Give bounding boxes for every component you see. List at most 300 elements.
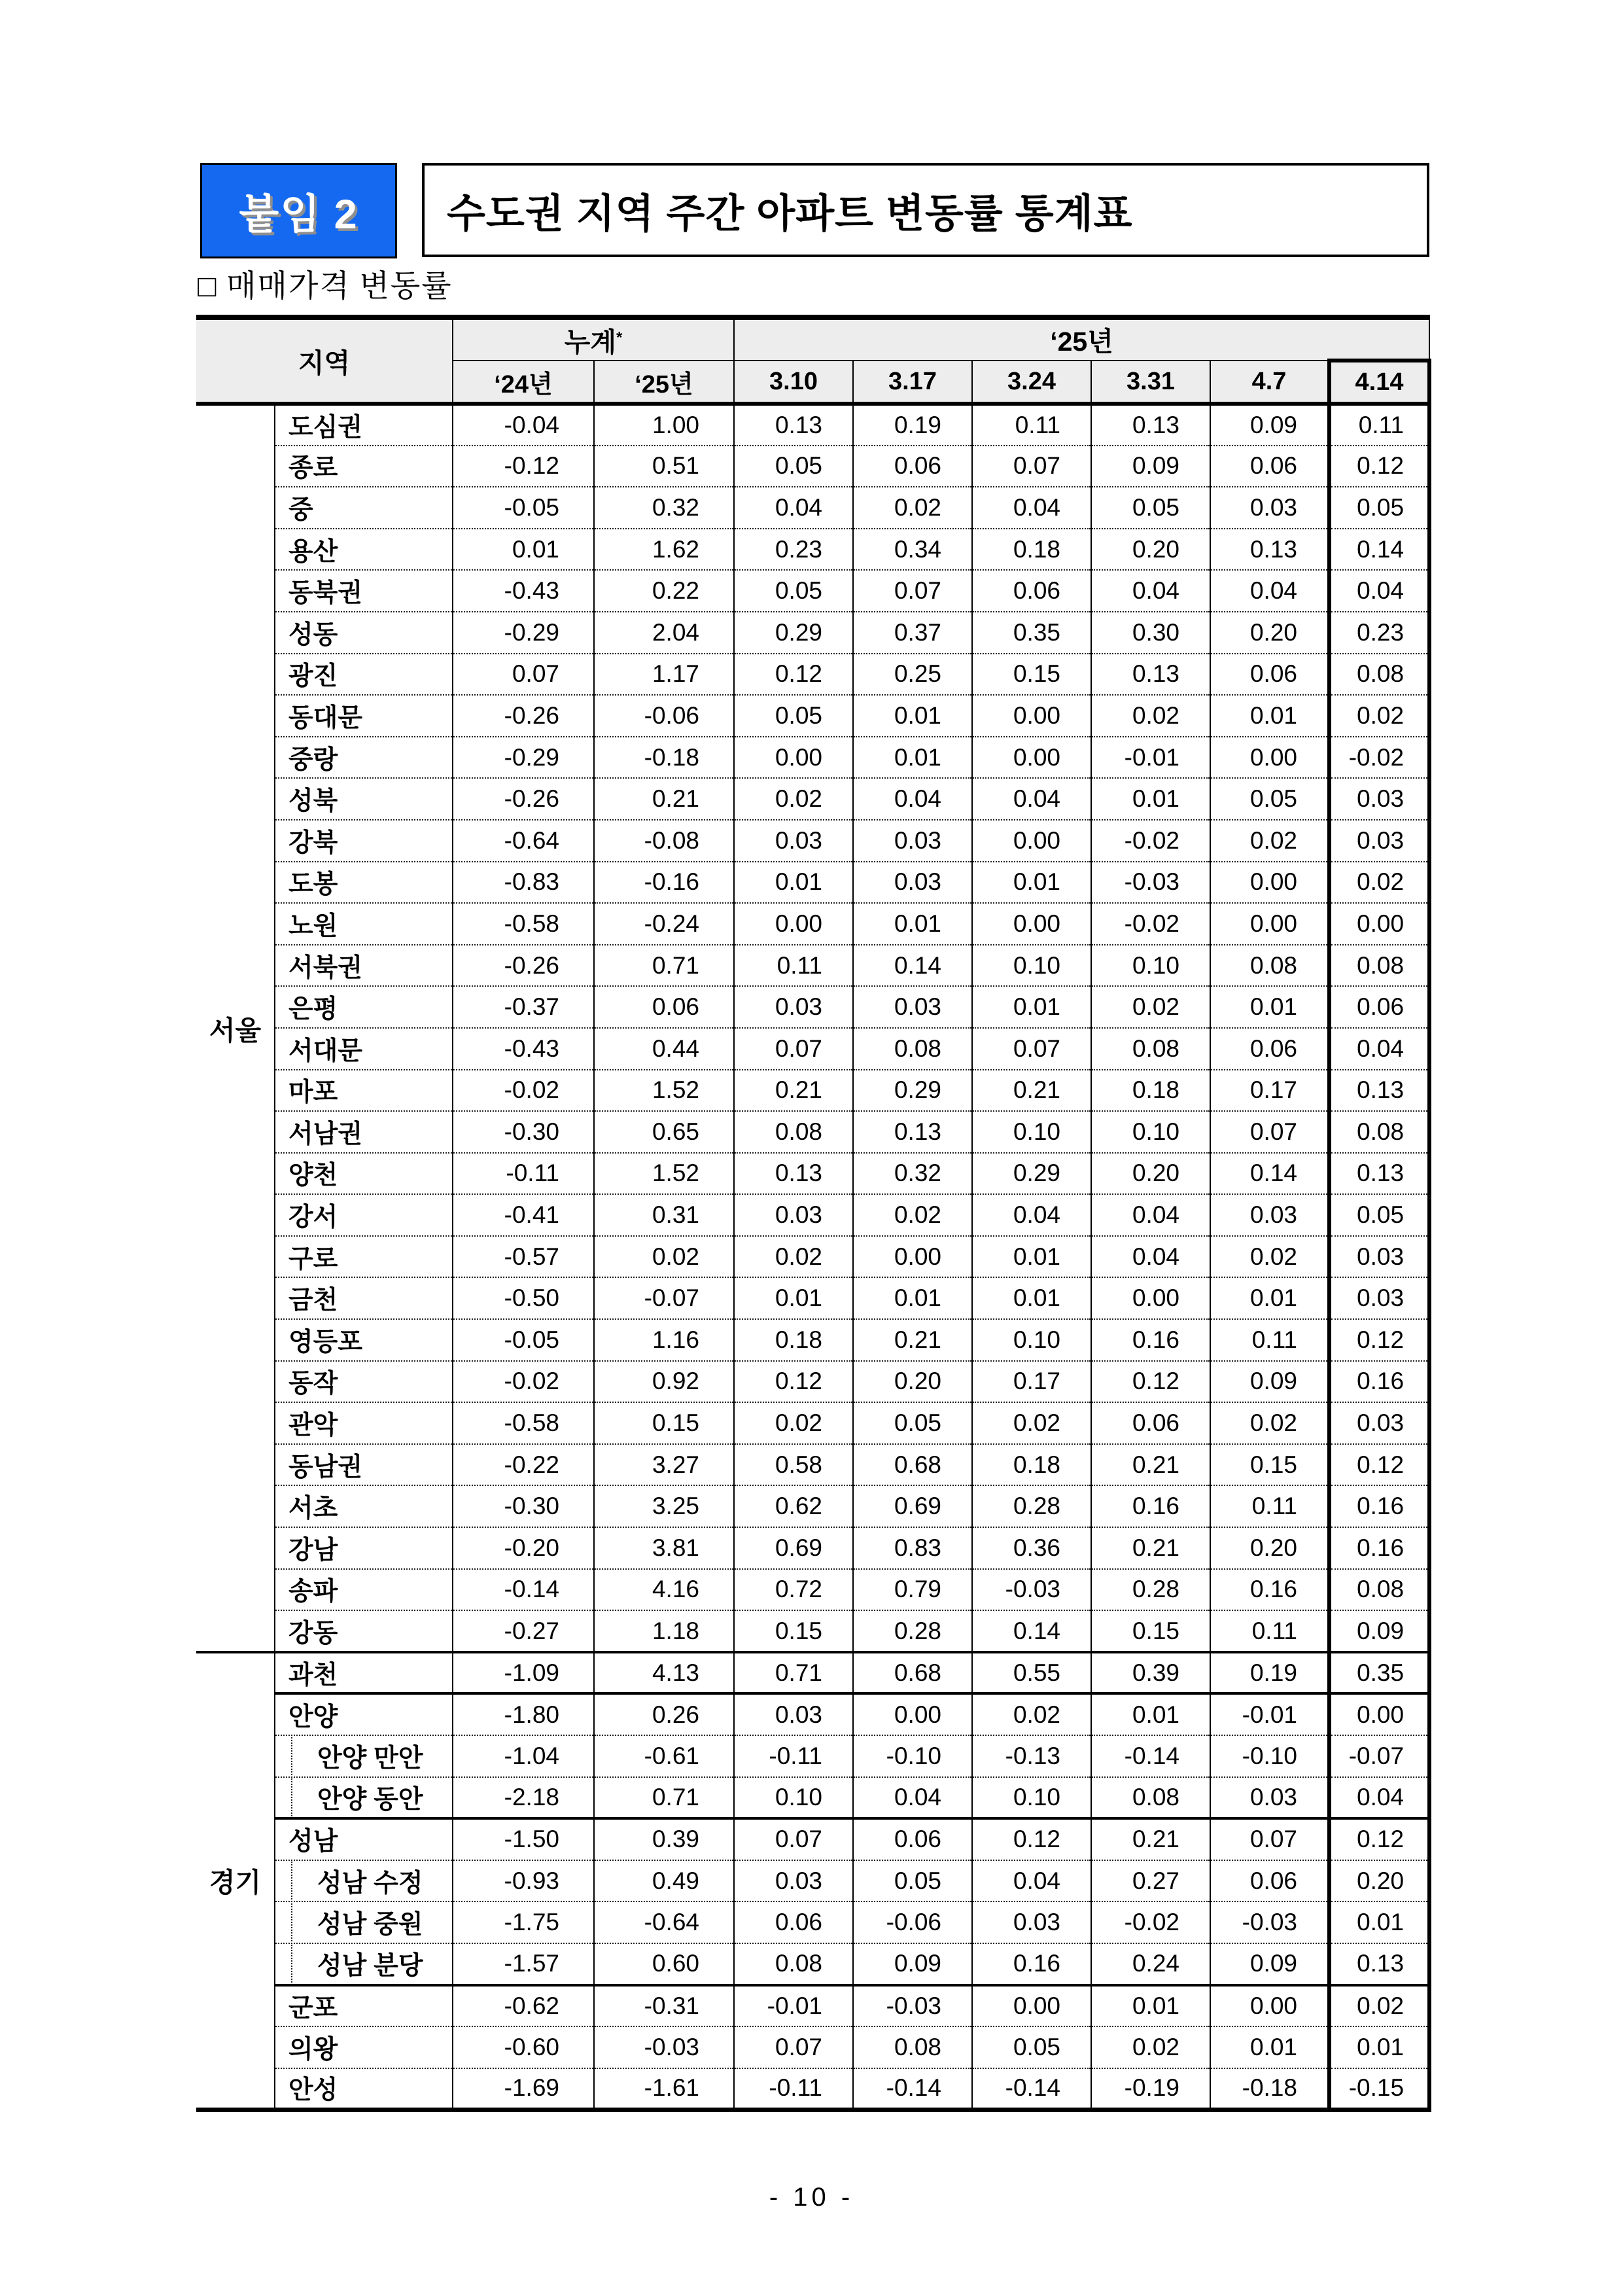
value-cell: 0.00 — [972, 737, 1091, 779]
value-cell: -0.26 — [453, 695, 594, 737]
value-cell: -0.16 — [594, 862, 734, 904]
header-col-week: 4.7 — [1210, 361, 1329, 404]
value-cell: 0.05 — [1091, 487, 1210, 529]
value-cell: 0.12 — [1091, 1361, 1210, 1403]
value-cell: 0.04 — [734, 487, 853, 529]
region-name: 성북 — [275, 778, 453, 820]
value-cell: 0.01 — [1210, 986, 1329, 1028]
value-cell: 0.01 — [853, 737, 972, 779]
title-band — [200, 163, 1429, 258]
value-cell: -0.06 — [594, 695, 734, 737]
value-cell: 0.00 — [972, 820, 1091, 862]
region-name: 강북 — [275, 820, 453, 862]
region-name: 동작 — [275, 1361, 453, 1403]
value-cell: 0.10 — [972, 1777, 1091, 1819]
value-cell: 1.16 — [594, 1319, 734, 1361]
value-cell: 0.08 — [734, 1943, 853, 1985]
value-cell: -0.14 — [853, 2068, 972, 2110]
region-name: 송파 — [275, 1569, 453, 1611]
value-cell: 0.07 — [734, 2026, 853, 2068]
header-cumulative-footnote-mark: * — [616, 328, 623, 347]
table-row — [196, 1901, 1429, 1943]
value-cell: 0.16 — [1091, 1319, 1210, 1361]
value-cell: 0.08 — [853, 1028, 972, 1070]
value-cell: 0.10 — [972, 1111, 1091, 1153]
value-cell: -0.18 — [594, 737, 734, 779]
value-cell: 0.03 — [1329, 1277, 1429, 1319]
value-cell: 1.52 — [594, 1153, 734, 1195]
value-cell: -0.64 — [594, 1901, 734, 1943]
value-cell: 0.03 — [734, 820, 853, 862]
value-cell: 0.12 — [1329, 1319, 1429, 1361]
region-name: 과천 — [275, 1652, 453, 1694]
value-cell: 0.07 — [1210, 1818, 1329, 1860]
value-cell: -0.22 — [453, 1444, 594, 1486]
value-cell: -0.43 — [453, 1028, 594, 1070]
value-cell: 0.08 — [1329, 945, 1429, 987]
table-row — [196, 2068, 1429, 2110]
value-cell: -0.05 — [453, 1319, 594, 1361]
value-cell: 0.01 — [1329, 2026, 1429, 2068]
value-cell: 0.00 — [734, 903, 853, 945]
value-cell: -0.14 — [453, 1569, 594, 1611]
value-cell: -0.11 — [734, 1735, 853, 1777]
region-name: 노원 — [275, 903, 453, 945]
value-cell: 0.01 — [1091, 1693, 1210, 1735]
value-cell: 0.00 — [972, 1985, 1091, 2027]
title-box — [422, 163, 1429, 257]
value-cell: 0.16 — [1329, 1485, 1429, 1527]
value-cell: -0.60 — [453, 2026, 594, 2068]
value-cell: 0.02 — [1210, 1236, 1329, 1278]
region-name: 안양 — [275, 1693, 453, 1735]
value-cell: 3.81 — [594, 1527, 734, 1569]
value-cell: 0.16 — [972, 1943, 1091, 1985]
value-cell: 0.11 — [734, 945, 853, 987]
value-cell: 0.00 — [853, 1236, 972, 1278]
value-cell: -1.04 — [453, 1735, 594, 1777]
region-name: 안양 동안 — [275, 1777, 453, 1819]
value-cell: 0.02 — [1091, 986, 1210, 1028]
value-cell: -0.43 — [453, 570, 594, 612]
value-cell: 0.83 — [853, 1527, 972, 1569]
value-cell: 0.03 — [853, 986, 972, 1028]
value-cell: 0.04 — [1329, 1028, 1429, 1070]
value-cell: -0.07 — [1329, 1735, 1429, 1777]
value-cell: 0.02 — [853, 1194, 972, 1236]
value-cell: -0.11 — [734, 2068, 853, 2110]
value-cell: 0.13 — [734, 1153, 853, 1195]
value-cell: 0.04 — [972, 1194, 1091, 1236]
value-cell: 0.04 — [972, 1860, 1091, 1902]
table-row — [196, 778, 1429, 820]
value-cell: 0.44 — [594, 1028, 734, 1070]
value-cell: 0.21 — [594, 778, 734, 820]
value-cell: 0.00 — [1329, 1693, 1429, 1735]
header-col-2025: ‘25년 — [594, 361, 734, 404]
value-cell: 0.09 — [1329, 1610, 1429, 1652]
value-cell: 0.18 — [972, 1444, 1091, 1486]
value-cell: 0.28 — [972, 1485, 1091, 1527]
value-cell: 0.06 — [853, 446, 972, 487]
value-cell: -0.30 — [453, 1111, 594, 1153]
value-cell: 0.01 — [1329, 1901, 1429, 1943]
value-cell: 1.52 — [594, 1070, 734, 1112]
value-cell: 0.05 — [853, 1860, 972, 1902]
value-cell: 0.04 — [1329, 1777, 1429, 1819]
value-cell: 0.13 — [1329, 1070, 1429, 1112]
value-cell: 2.04 — [594, 612, 734, 654]
value-cell: -0.15 — [1329, 2068, 1429, 2110]
value-cell: 0.23 — [1329, 612, 1429, 654]
value-cell: -0.26 — [453, 945, 594, 987]
value-cell: 0.10 — [1091, 1111, 1210, 1153]
value-cell: 0.03 — [853, 820, 972, 862]
value-cell: 0.09 — [1210, 404, 1329, 446]
value-cell: 0.03 — [853, 862, 972, 904]
value-cell: 0.69 — [853, 1485, 972, 1527]
value-cell: 0.03 — [972, 1901, 1091, 1943]
region-name: 안양 만안 — [275, 1735, 453, 1777]
table-row — [196, 820, 1429, 862]
table-row — [196, 1319, 1429, 1361]
value-cell: 0.08 — [853, 2026, 972, 2068]
table-row — [196, 446, 1429, 487]
value-cell: 0.02 — [1329, 862, 1429, 904]
value-cell: 0.06 — [1210, 446, 1329, 487]
value-cell: 0.21 — [734, 1070, 853, 1112]
table-row — [196, 695, 1429, 737]
value-cell: 0.19 — [853, 404, 972, 446]
value-cell: 0.23 — [734, 529, 853, 571]
value-cell: 0.05 — [853, 1402, 972, 1444]
value-cell: 0.12 — [734, 654, 853, 696]
value-cell: 0.28 — [853, 1610, 972, 1652]
value-cell: -0.03 — [1091, 862, 1210, 904]
table-row — [196, 570, 1429, 612]
region-name: 강남 — [275, 1527, 453, 1569]
value-cell: 0.21 — [1091, 1444, 1210, 1486]
value-cell: 0.16 — [1091, 1485, 1210, 1527]
value-cell: 0.03 — [1329, 778, 1429, 820]
table-row — [196, 1153, 1429, 1195]
value-cell: 0.09 — [1210, 1361, 1329, 1403]
value-cell: 0.04 — [1091, 1194, 1210, 1236]
value-cell: 0.01 — [1210, 2026, 1329, 2068]
value-cell: 0.02 — [1329, 1985, 1429, 2027]
value-cell: 0.10 — [1091, 945, 1210, 987]
region-name: 종로 — [275, 446, 453, 487]
region-name: 양천 — [275, 1153, 453, 1195]
value-cell: 0.06 — [972, 570, 1091, 612]
value-cell: -0.29 — [453, 612, 594, 654]
value-cell: 0.07 — [453, 654, 594, 696]
value-cell: 0.71 — [734, 1652, 853, 1694]
value-cell: 0.07 — [972, 1028, 1091, 1070]
value-cell: 0.71 — [594, 945, 734, 987]
header-col-week-current: 4.14 — [1329, 361, 1429, 404]
value-cell: 3.25 — [594, 1485, 734, 1527]
value-cell: -0.83 — [453, 862, 594, 904]
value-cell: 0.25 — [853, 654, 972, 696]
value-cell: 0.27 — [1091, 1860, 1210, 1902]
value-cell: 0.02 — [1210, 820, 1329, 862]
value-cell: -0.02 — [1091, 820, 1210, 862]
value-cell: 0.01 — [734, 1277, 853, 1319]
value-cell: 0.01 — [853, 695, 972, 737]
header-col-week: 3.24 — [972, 361, 1091, 404]
value-cell: 0.03 — [1329, 1236, 1429, 1278]
table-row — [196, 986, 1429, 1028]
table-row — [196, 945, 1429, 987]
value-cell: -1.57 — [453, 1943, 594, 1985]
value-cell: 0.62 — [734, 1485, 853, 1527]
value-cell: -0.14 — [972, 2068, 1091, 2110]
value-cell: 0.14 — [972, 1610, 1091, 1652]
value-cell: 0.04 — [853, 778, 972, 820]
value-cell: 0.04 — [1329, 570, 1429, 612]
table-row — [196, 2026, 1429, 2068]
table-row — [196, 1277, 1429, 1319]
value-cell: 0.12 — [734, 1361, 853, 1403]
region-name: 마포 — [275, 1070, 453, 1112]
value-cell: 0.19 — [1210, 1652, 1329, 1694]
value-cell: 0.01 — [1091, 1985, 1210, 2027]
table-row — [196, 654, 1429, 696]
value-cell: 0.34 — [853, 529, 972, 571]
table-row — [196, 404, 1429, 446]
value-cell: -0.57 — [453, 1236, 594, 1278]
value-cell: -0.01 — [1210, 1693, 1329, 1735]
value-cell: -0.61 — [594, 1735, 734, 1777]
value-cell: 0.14 — [853, 945, 972, 987]
value-cell: 0.11 — [1210, 1610, 1329, 1652]
value-cell: 0.39 — [1091, 1652, 1210, 1694]
table-row — [196, 1236, 1429, 1278]
value-cell: 0.00 — [1210, 862, 1329, 904]
table-row — [196, 737, 1429, 779]
value-cell: 0.49 — [594, 1860, 734, 1902]
value-cell: -1.69 — [453, 2068, 594, 2110]
region-name: 서북권 — [275, 945, 453, 987]
value-cell: 0.21 — [1091, 1818, 1210, 1860]
table-row — [196, 1818, 1429, 1860]
value-cell: 0.18 — [734, 1319, 853, 1361]
value-cell: 0.16 — [1210, 1569, 1329, 1611]
value-cell: 0.04 — [1210, 570, 1329, 612]
region-name: 성남 중원 — [275, 1901, 453, 1943]
value-cell: 0.16 — [1329, 1361, 1429, 1403]
value-cell: 0.03 — [1329, 1402, 1429, 1444]
value-cell: 0.02 — [972, 1402, 1091, 1444]
value-cell: -0.04 — [453, 404, 594, 446]
value-cell: 0.06 — [734, 1901, 853, 1943]
value-cell: 0.01 — [734, 862, 853, 904]
value-cell: 0.05 — [972, 2026, 1091, 2068]
value-cell: 0.20 — [1091, 529, 1210, 571]
table-row — [196, 1194, 1429, 1236]
value-cell: 0.15 — [734, 1610, 853, 1652]
region-name: 서대문 — [275, 1028, 453, 1070]
value-cell: -1.75 — [453, 1901, 594, 1943]
value-cell: 0.09 — [853, 1943, 972, 1985]
region-name: 강동 — [275, 1610, 453, 1652]
value-cell: 0.02 — [1091, 695, 1210, 737]
value-cell: -0.29 — [453, 737, 594, 779]
value-cell: 1.17 — [594, 654, 734, 696]
price-change-table — [196, 315, 1431, 2112]
region-name: 성남 분당 — [275, 1943, 453, 1985]
value-cell: 0.01 — [853, 903, 972, 945]
value-cell: -0.26 — [453, 778, 594, 820]
value-cell: 0.13 — [1210, 529, 1329, 571]
value-cell: -0.03 — [853, 1985, 972, 2027]
value-cell: 0.92 — [594, 1361, 734, 1403]
value-cell: -0.27 — [453, 1610, 594, 1652]
value-cell: 0.06 — [1210, 654, 1329, 696]
value-cell: 0.01 — [972, 986, 1091, 1028]
region-name: 의왕 — [275, 2026, 453, 2068]
region-name: 성남 — [275, 1818, 453, 1860]
value-cell: 0.07 — [853, 570, 972, 612]
value-cell: 0.12 — [1329, 1444, 1429, 1486]
value-cell: 4.13 — [594, 1652, 734, 1694]
value-cell: 0.18 — [972, 529, 1091, 571]
table-row — [196, 612, 1429, 654]
value-cell: 1.18 — [594, 1610, 734, 1652]
value-cell: 0.24 — [1091, 1943, 1210, 1985]
value-cell: 0.11 — [1210, 1319, 1329, 1361]
value-cell: -0.37 — [453, 986, 594, 1028]
region-name: 서초 — [275, 1485, 453, 1527]
table-row — [196, 1569, 1429, 1611]
value-cell: 0.15 — [594, 1402, 734, 1444]
value-cell: 0.13 — [1091, 654, 1210, 696]
value-cell: 0.12 — [1329, 1818, 1429, 1860]
value-cell: 0.05 — [1329, 1194, 1429, 1236]
table-row — [196, 1693, 1429, 1735]
value-cell: 0.17 — [1210, 1070, 1329, 1112]
value-cell: -0.13 — [972, 1735, 1091, 1777]
value-cell: 0.08 — [734, 1111, 853, 1153]
value-cell: 0.02 — [1329, 695, 1429, 737]
value-cell: -0.20 — [453, 1527, 594, 1569]
value-cell: -0.24 — [594, 903, 734, 945]
region-name: 용산 — [275, 529, 453, 571]
value-cell: 0.01 — [853, 1277, 972, 1319]
value-cell: 0.05 — [1329, 487, 1429, 529]
value-cell: 0.15 — [1210, 1444, 1329, 1486]
value-cell: 0.01 — [972, 1236, 1091, 1278]
value-cell: 0.69 — [734, 1527, 853, 1569]
header-year-2025: ‘25년 — [734, 317, 1429, 361]
page-title: 수도권 지역 주간 아파트 변동률 통계표 — [447, 190, 1133, 236]
value-cell: 0.65 — [594, 1111, 734, 1153]
value-cell: 0.13 — [853, 1111, 972, 1153]
value-cell: 0.32 — [594, 487, 734, 529]
value-cell: -0.31 — [594, 1985, 734, 2027]
region-name: 강서 — [275, 1194, 453, 1236]
table-row — [196, 1402, 1429, 1444]
value-cell: -0.02 — [453, 1361, 594, 1403]
region-name: 은평 — [275, 986, 453, 1028]
value-cell: 0.03 — [1210, 1194, 1329, 1236]
value-cell: 0.00 — [972, 695, 1091, 737]
region-group-label: 서울 — [196, 404, 275, 1652]
value-cell: 0.32 — [853, 1153, 972, 1195]
header-col-week: 3.31 — [1091, 361, 1210, 404]
value-cell: 0.16 — [1329, 1527, 1429, 1569]
value-cell: -0.58 — [453, 903, 594, 945]
value-cell: 0.18 — [1091, 1070, 1210, 1112]
value-cell: 0.51 — [594, 446, 734, 487]
table-row — [196, 1485, 1429, 1527]
region-name: 구로 — [275, 1236, 453, 1278]
value-cell: 0.17 — [972, 1361, 1091, 1403]
region-name: 성동 — [275, 612, 453, 654]
value-cell: 0.28 — [1091, 1569, 1210, 1611]
region-name: 관악 — [275, 1402, 453, 1444]
value-cell: 0.04 — [1091, 1236, 1210, 1278]
table-row — [196, 1028, 1429, 1070]
value-cell: 0.20 — [853, 1361, 972, 1403]
header-col-2024: ‘24년 — [453, 361, 594, 404]
value-cell: 0.11 — [972, 404, 1091, 446]
value-cell: 0.14 — [1329, 529, 1429, 571]
value-cell: -0.93 — [453, 1860, 594, 1902]
value-cell: 0.08 — [1091, 1028, 1210, 1070]
attachment-badge — [200, 163, 397, 258]
value-cell: -0.03 — [594, 2026, 734, 2068]
value-cell: 0.02 — [734, 778, 853, 820]
value-cell: 0.29 — [853, 1070, 972, 1112]
value-cell: 0.02 — [734, 1236, 853, 1278]
value-cell: 0.04 — [1091, 570, 1210, 612]
region-group-label: 경기 — [196, 1652, 275, 2110]
value-cell: 0.00 — [1210, 1985, 1329, 2027]
table-row — [196, 1610, 1429, 1652]
region-name: 도심권 — [275, 404, 453, 446]
value-cell: 0.22 — [594, 570, 734, 612]
table-row — [196, 1527, 1429, 1569]
value-cell: 0.01 — [972, 862, 1091, 904]
value-cell: -0.02 — [453, 1070, 594, 1112]
value-cell: 0.03 — [734, 1194, 853, 1236]
value-cell: 0.37 — [853, 612, 972, 654]
value-cell: 0.01 — [1210, 695, 1329, 737]
value-cell: 0.35 — [1329, 1652, 1429, 1694]
header-cumulative-label: 누계 — [564, 327, 616, 357]
value-cell: -0.02 — [1091, 1901, 1210, 1943]
table-row — [196, 1070, 1429, 1112]
value-cell: 0.79 — [853, 1569, 972, 1611]
value-cell: 0.21 — [853, 1319, 972, 1361]
page-number: - 10 - — [769, 2183, 854, 2212]
value-cell: 0.13 — [1091, 404, 1210, 446]
value-cell: 0.07 — [1210, 1111, 1329, 1153]
region-name: 도봉 — [275, 862, 453, 904]
value-cell: 0.30 — [1091, 612, 1210, 654]
value-cell: 0.01 — [1210, 1277, 1329, 1319]
region-name: 영등포 — [275, 1319, 453, 1361]
value-cell: 0.06 — [853, 1818, 972, 1860]
value-cell: 0.00 — [972, 903, 1091, 945]
value-cell: 0.00 — [1091, 1277, 1210, 1319]
region-name: 안성 — [275, 2068, 453, 2110]
value-cell: 0.29 — [734, 612, 853, 654]
table-row — [196, 1943, 1429, 1985]
value-cell: -0.30 — [453, 1485, 594, 1527]
